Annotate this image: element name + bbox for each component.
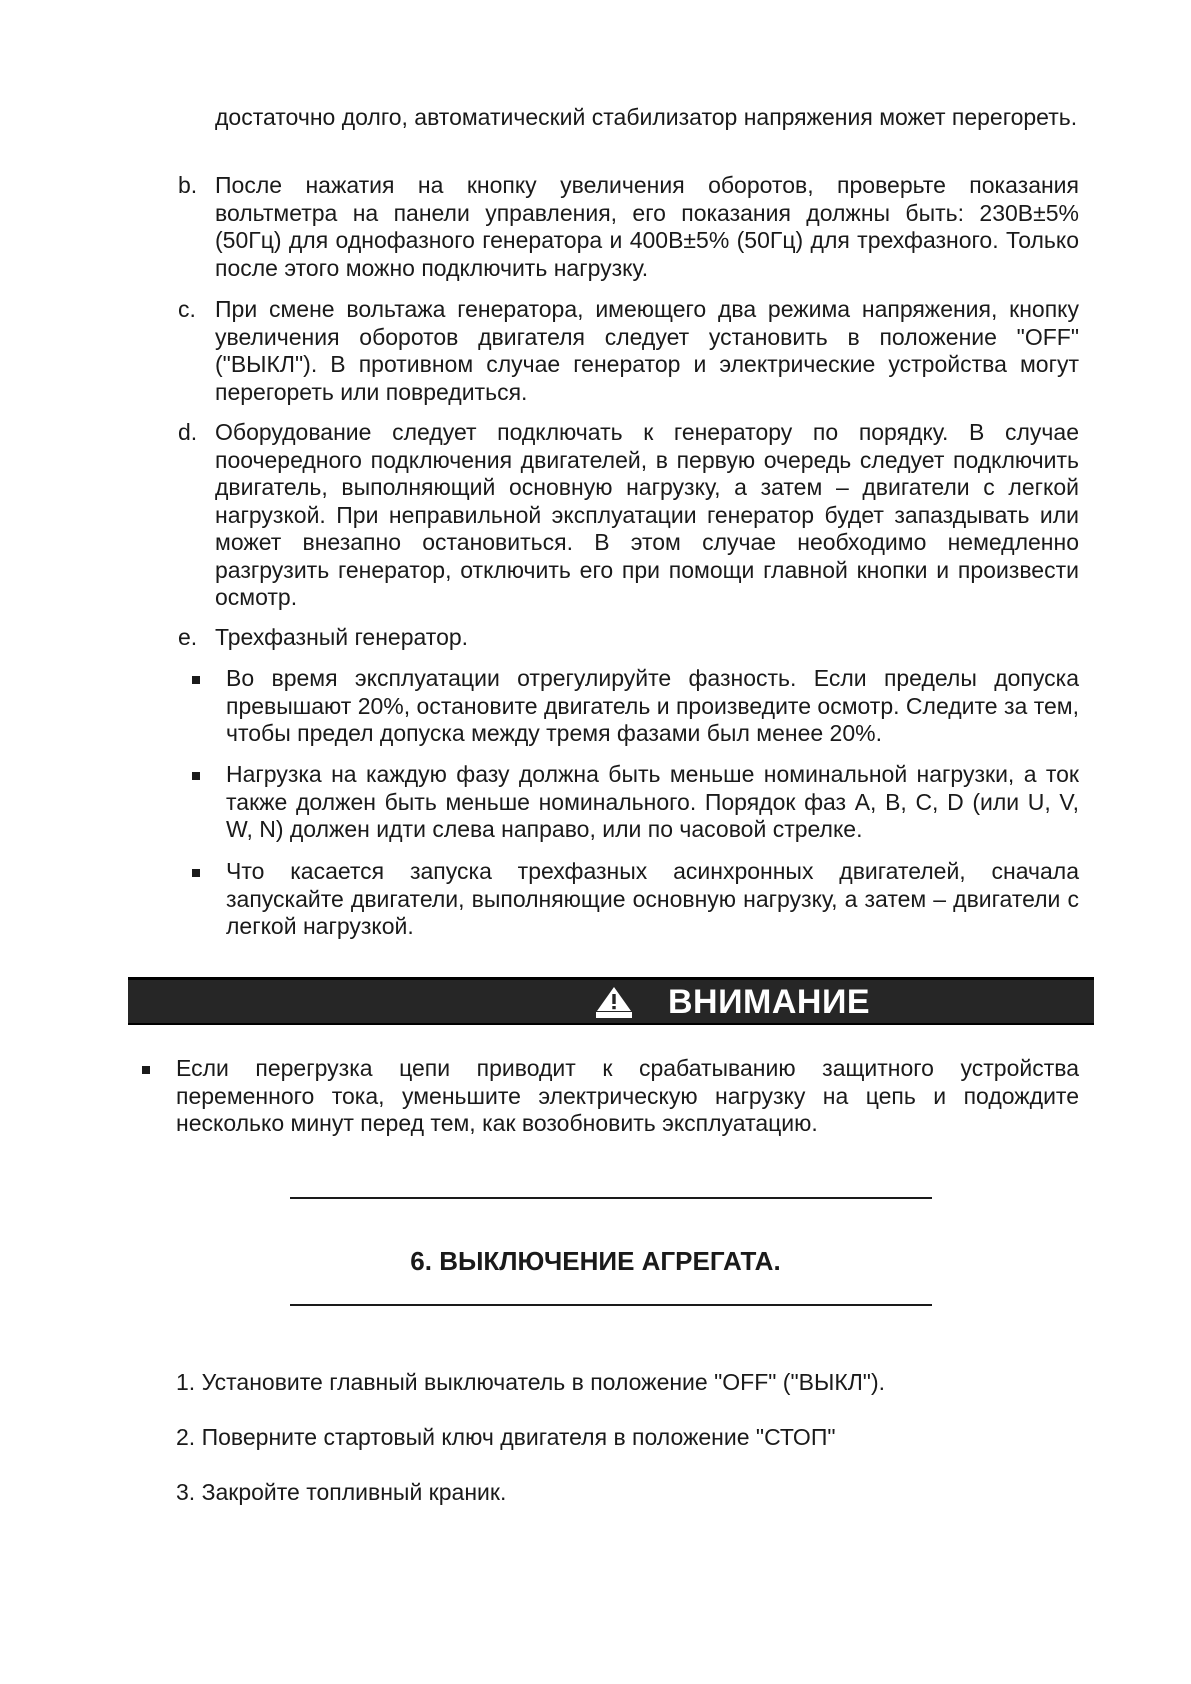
list-marker-d: d. — [178, 419, 198, 445]
bullet-square-icon — [192, 772, 200, 780]
bullet-square-icon — [192, 676, 200, 684]
paragraph-continuation: достаточно долго, автоматический стабилизатор напряжения может перегореть. — [215, 104, 1078, 130]
paragraph-b: После нажатия на кнопку увеличения оборотов, проверьте показания вольтметра на панели управления, его показания должны быть: 230В±5% (50Гц) для однофазного генератора и 400В±5% (50Гц) для трехфазного. Только после этого можно подключить нагрузку. — [215, 172, 1079, 281]
list-marker-b: b. — [178, 172, 198, 198]
step-2: 2. Поверните стартовый ключ двигателя в положение "СТОП" — [176, 1424, 836, 1450]
warning-title: ВНИМАНИЕ — [668, 983, 871, 1021]
step-1: 1. Установите главный выключатель в положение "OFF" ("ВЫКЛ"). — [176, 1369, 886, 1395]
bullet-square-icon — [142, 1066, 150, 1074]
warning-text: Если перегрузка цепи приводит к срабатыванию защитного устройства переменного тока, уменьшите электрическую нагрузку на цепь и подождите несколько минут перед тем, как возобновить эксплуатацию. — [176, 1055, 1079, 1136]
section-rule-top — [290, 1197, 932, 1199]
bullet-item-1: Во время эксплуатации отрегулируйте фазность. Если пределы допуска превышают 20%, остановите двигатель и произведите осмотр. Следите за тем, чтобы предел допуска между тремя фазами был менее 20%. — [226, 665, 1079, 746]
list-marker-c: c. — [178, 296, 196, 322]
warning-banner — [128, 977, 1094, 1025]
warning-triangle-icon — [596, 986, 632, 1018]
bullet-item-3: Что касается запуска трехфазных асинхронных двигателей, сначала запускайте двигатели, выполняющие основную нагрузку, а затем – двигатели с легкой нагрузкой. — [226, 858, 1079, 939]
paragraph-c: При смене вольтажа генератора, имеющего два режима напряжения, кнопку увеличения оборотов двигателя следует установить в положение "OFF" ("ВЫКЛ"). В противном случае генератор и электрические устройства могут перегореть или повредиться. — [215, 296, 1079, 405]
bullet-item-2: Нагрузка на каждую фазу должна быть меньше номинальной нагрузки, а ток также должен быть меньше номинального. Порядок фаз A, B, C, D (или U, V, W, N) должен идти слева направо, или по часовой стрелке. — [226, 761, 1079, 842]
step-3: 3. Закройте топливный краник. — [176, 1479, 507, 1505]
paragraph-e: Трехфазный генератор. — [215, 624, 469, 650]
paragraph-d: Оборудование следует подключать к генератору по порядку. В случае поочередного подключения двигателей, в первую очередь следует подключить двигатель, выполняющий основную нагрузку, а затем – двигатели с легкой нагрузкой. При неправильной эксплуатации генератор будет запаздывать или может внезапно остановиться. В этом случае необходимо немедленно разгрузить генератор, отключить его при помощи главной кнопки и произвести осмотр. — [215, 419, 1079, 610]
list-marker-e: e. — [178, 624, 198, 650]
bullet-square-icon — [192, 869, 200, 877]
section-rule-bottom — [290, 1304, 932, 1306]
section-title: 6. ВЫКЛЮЧЕНИЕ АГРЕГАТА. — [410, 1246, 781, 1276]
